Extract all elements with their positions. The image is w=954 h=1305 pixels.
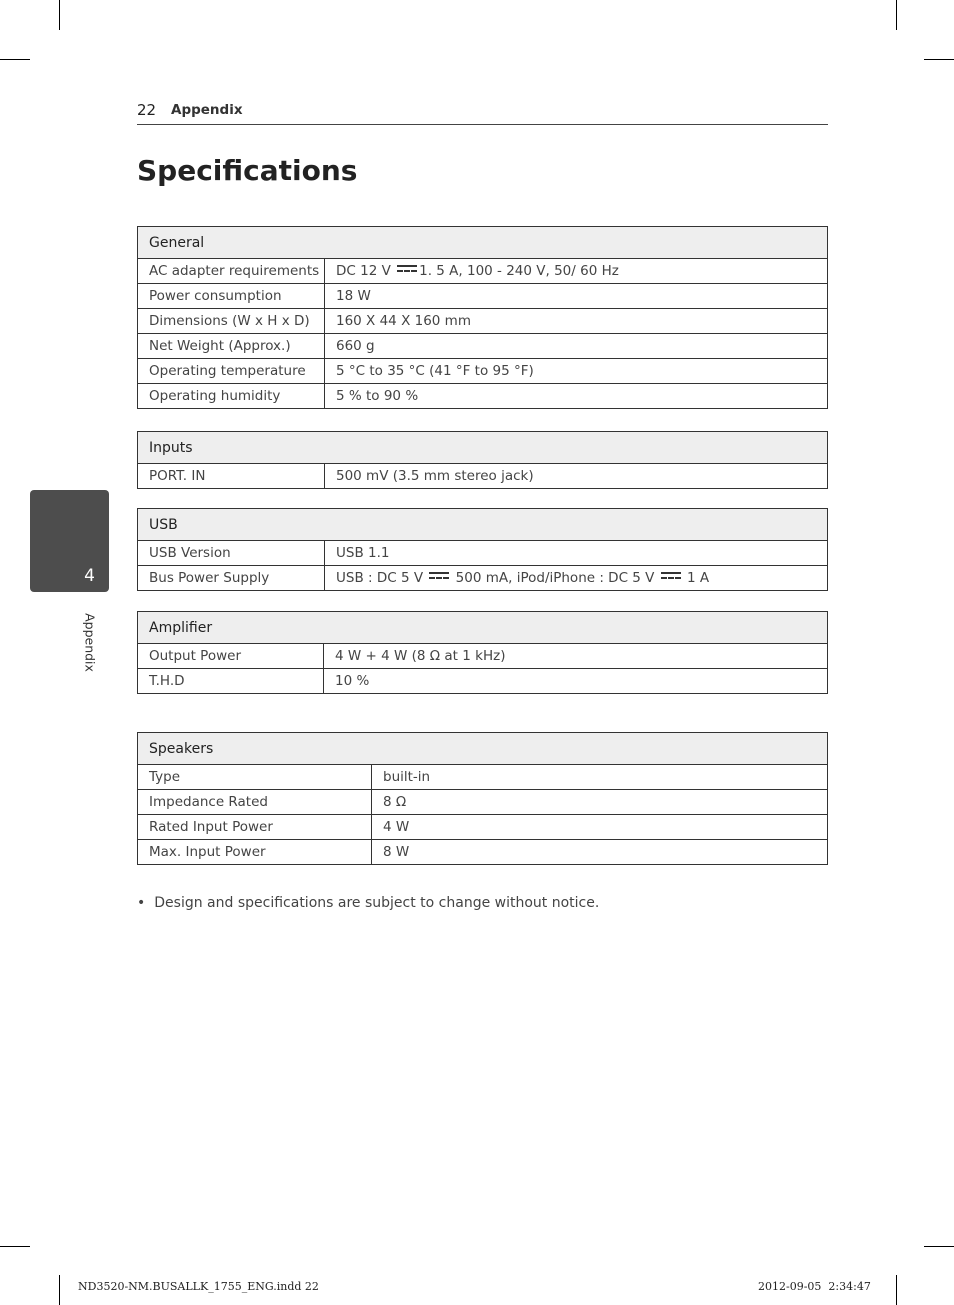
dc-current-icon xyxy=(397,265,417,273)
row-label: Output Power xyxy=(138,644,324,669)
spec-change-note xyxy=(137,895,599,911)
dc-current-icon xyxy=(661,572,681,580)
row-value: built-in xyxy=(372,765,828,790)
table-row xyxy=(138,644,828,669)
table-heading: Inputs xyxy=(138,432,828,464)
row-value xyxy=(325,566,828,591)
usb-spec-table xyxy=(137,508,828,591)
table-row xyxy=(138,309,828,334)
row-value xyxy=(325,259,828,284)
table-row xyxy=(138,284,828,309)
bullet-icon: • xyxy=(137,895,146,911)
table-row xyxy=(138,541,828,566)
row-value: 4 W xyxy=(372,815,828,840)
value-part: DC 12 V xyxy=(336,263,391,279)
footer-timestamp: 2012-09-05 ￼￼ 2:34:47 xyxy=(758,1280,871,1293)
table-row xyxy=(138,765,828,790)
table-row xyxy=(138,669,828,694)
row-label: Net Weight (Approx.) xyxy=(138,334,325,359)
row-value: 160 X 44 X 160 mm xyxy=(325,309,828,334)
table-heading: USB xyxy=(138,509,828,541)
crop-mark xyxy=(896,0,897,30)
row-label: USB Version xyxy=(138,541,325,566)
row-label: Dimensions (W x H x D) xyxy=(138,309,325,334)
row-value: 4 W + 4 W (8 Ω at 1 kHz) xyxy=(324,644,828,669)
crop-mark xyxy=(896,1275,897,1305)
value-part: 1. 5 A, 100 - 240 V, 50/ 60 Hz xyxy=(419,263,619,279)
table-row xyxy=(138,566,828,591)
table-heading: General xyxy=(138,227,828,259)
row-label: Rated Input Power xyxy=(138,815,372,840)
row-label: T.H.D xyxy=(138,669,324,694)
table-heading: Speakers xyxy=(138,733,828,765)
row-value: USB 1.1 xyxy=(325,541,828,566)
row-value: 10 % xyxy=(324,669,828,694)
crop-mark xyxy=(0,1246,30,1247)
general-spec-table xyxy=(137,226,828,409)
table-row xyxy=(138,334,828,359)
table-row xyxy=(138,259,828,284)
chapter-tab xyxy=(30,490,109,592)
row-label: Impedance Rated xyxy=(138,790,372,815)
dc-current-icon xyxy=(429,572,449,580)
page-title: Specifications xyxy=(137,154,358,187)
row-label: Type xyxy=(138,765,372,790)
table-row xyxy=(138,840,828,865)
chapter-number: 4 xyxy=(84,566,95,586)
row-label: Bus Power Supply xyxy=(138,566,325,591)
row-value: 500 mV (3.5 mm stereo jack) xyxy=(325,464,828,489)
row-label: PORT. IN xyxy=(138,464,325,489)
crop-mark xyxy=(924,59,954,60)
value-part: 1 A xyxy=(687,570,710,586)
row-label: Max. Input Power xyxy=(138,840,372,865)
row-value: 8 Ω xyxy=(372,790,828,815)
table-row xyxy=(138,790,828,815)
footer-filename: ND3520-NM.BUSALLK_1755_ENG.indd 22 xyxy=(78,1280,319,1293)
row-label: Operating temperature xyxy=(138,359,325,384)
row-value: 660 g xyxy=(325,334,828,359)
table-row xyxy=(138,359,828,384)
speakers-spec-table xyxy=(137,732,828,865)
amplifier-spec-table xyxy=(137,611,828,694)
table-row xyxy=(138,815,828,840)
table-row xyxy=(138,464,828,489)
row-label: Operating humidity xyxy=(138,384,325,409)
row-value: 18 W xyxy=(325,284,828,309)
row-value: 8 W xyxy=(372,840,828,865)
row-value: 5 °C to 35 °C (41 °F to 95 °F) xyxy=(325,359,828,384)
value-part: 500 mA, iPod/iPhone : DC 5 V xyxy=(455,570,655,586)
table-heading: Amplifier xyxy=(138,612,828,644)
page-number: 22 xyxy=(137,101,157,119)
crop-mark xyxy=(924,1246,954,1247)
inputs-spec-table xyxy=(137,431,828,489)
section-name: Appendix xyxy=(171,102,243,118)
note-text: Design and specifications are subject to change without notice. xyxy=(154,895,600,911)
page-header xyxy=(137,98,828,125)
crop-mark xyxy=(59,0,60,30)
row-value: 5 % to 90 % xyxy=(325,384,828,409)
row-label: Power consumption xyxy=(138,284,325,309)
crop-mark xyxy=(59,1275,60,1305)
crop-mark xyxy=(0,59,30,60)
chapter-label: Appendix xyxy=(82,613,98,672)
table-row xyxy=(138,384,828,409)
value-part: USB : DC 5 V xyxy=(336,570,424,586)
row-label: AC adapter requirements xyxy=(138,259,325,284)
